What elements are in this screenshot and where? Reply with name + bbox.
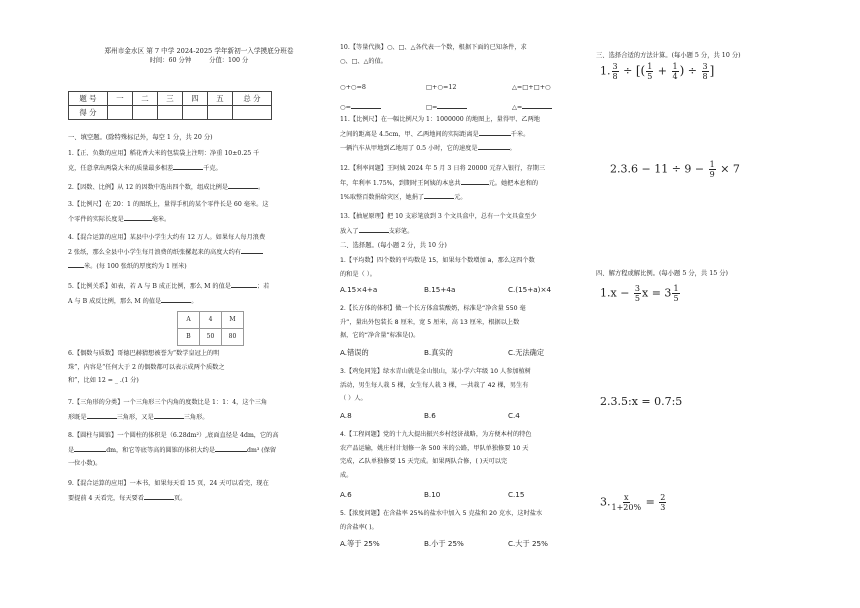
q3-answer-blank[interactable] (124, 212, 152, 221)
eq3-equals: = (642, 495, 659, 509)
table-cell: A (178, 312, 200, 329)
c1-option-b[interactable]: B.15+4a (424, 285, 456, 294)
choice-2 (340, 302, 592, 343)
section3-title: 三、选择合适的方法计算。(每小题 5 分，共 10 分) (596, 52, 741, 59)
equation-2: 2.3.5:x = 0.7:5 (600, 395, 683, 408)
q2-answer-blank[interactable] (228, 180, 258, 189)
choice-3 (340, 365, 592, 406)
c4-option-b[interactable]: B.10 (424, 490, 441, 499)
q11-line2 (340, 127, 592, 142)
c5-option-c[interactable]: C.大于 25% (508, 539, 548, 548)
c2-line3: 据，它的“净含量”标准是()。 (340, 332, 420, 340)
q4-answer-blank[interactable] (241, 245, 263, 254)
q10-equations (340, 83, 592, 91)
c4-option-a[interactable]: A.6 (340, 490, 352, 499)
q9-line2 (68, 491, 330, 506)
section4-title: 四、解方程或解比例。(每小题 5 分，共 15 分) (596, 270, 728, 277)
choice-1 (340, 254, 592, 281)
q10-line1: 10.【等量代换】○、□、△各代表一个数，根据下面的已知条件，求 (340, 44, 527, 51)
q13-line2 (340, 224, 592, 239)
q2-end: 。 (258, 184, 265, 191)
q12-text: 年，年利率 1.75%，到期时王阿姨的本息共 (340, 179, 461, 187)
c4-line1: 4.【工程问题】党的十九大提出振兴乡村经济战略，为方便本村的特色 (340, 431, 532, 438)
q3-unit: 毫米。 (151, 215, 171, 223)
question-1 (68, 147, 330, 175)
c3-line1: 3.【鸡兔同笼】绿水青山就是金山银山，某小学六年级 10 人参加植树 (340, 368, 531, 375)
question-8 (68, 429, 330, 471)
score-cell: 得 分 (69, 106, 108, 120)
q10-ans2-label: □= (426, 103, 438, 111)
q12-answer-blank-2[interactable] (424, 190, 454, 199)
c1-option-c[interactable]: C.(15+a)×4 (508, 285, 552, 294)
q8-text-mid: dm，和它等底等高的圆锥的体积大约是 (106, 446, 216, 454)
q6-line1: 6.【偶数与质数】哥德巴赫猜想被誉为“数学皇冠上的明 (68, 350, 220, 357)
question-12 (340, 162, 592, 205)
q10-answers (340, 100, 592, 111)
q8-line3: 一位小数)。 (68, 460, 102, 468)
q4-line3 (68, 259, 330, 274)
q9-line1: 9.【混合运算的应用】一本书，如果每天看 15 页，24 天可以看完，现在 (68, 480, 269, 487)
q8-answer-blank-1[interactable] (74, 443, 106, 452)
q11-line1: 11.【比例尺】在一幅比例尺为 1：1000000 的地图上，量得甲、乙两地 (340, 116, 540, 123)
c3-option-b[interactable]: B.6 (424, 411, 436, 420)
q10-eq1: ○+○=8 (340, 83, 366, 91)
q5-end: 。 (191, 297, 198, 305)
fraction: $\frac{3}{8}$ (702, 62, 708, 81)
q9-text: 要提前 4 天看完，每天要看 (68, 494, 144, 502)
q8-line2 (68, 443, 330, 458)
score-cell: 三 (158, 92, 183, 106)
score-input-cell[interactable] (183, 106, 208, 120)
q6-line2: 珠”，内容是“任何大于 2 的偶数都可以表示成两个质数之 (68, 363, 225, 371)
q4-text: 2 张纸，那么全县中小学生每月浪费的纸张摞起来的高度大约有 (68, 248, 241, 256)
q11-unit: 千米。 (510, 130, 530, 138)
score-cell: 二 (133, 92, 158, 106)
q1-line1: 1.【正、负数的应用】稻花香大米的包装袋上注明：净重 10±0.25 千 (68, 150, 260, 157)
q7-answer-blank-1[interactable] (87, 410, 117, 419)
c2-option-b[interactable]: B.真实的 (424, 348, 453, 357)
question-5 (68, 279, 330, 308)
score-table-header-row (69, 92, 272, 106)
score-input-cell[interactable] (208, 106, 233, 120)
q4-unit: 米。(每 100 张纸的厚度约为 1 厘米) (84, 263, 187, 271)
fraction: $\frac{2}{3}$ (660, 493, 666, 512)
q3-line1: 3.【比例尺】在 20：1 的图纸上，量得手机的某个零件长是 60 毫米。这 (68, 201, 269, 208)
question-9 (68, 477, 330, 505)
table-cell: 4 (200, 312, 222, 329)
fraction: $\frac{1}{5}$ (673, 284, 679, 303)
q12-line3 (340, 190, 592, 205)
score-cell: 题 号 (69, 92, 108, 106)
question-13 (340, 210, 592, 238)
q4-line1: 4.【混合运算的应用】某县中小学生大约有 12 万人。如果每人每月浪费 (68, 234, 266, 241)
q10-eq3: △=□+□+○ (512, 83, 551, 91)
q12-unit: 元。 (454, 194, 467, 202)
q7-text-mid: 三角形，又是 (116, 413, 154, 421)
c3-options (340, 411, 592, 420)
q10-eq2: □+○=12 (426, 83, 457, 91)
q8-text: 是 (68, 446, 75, 454)
q11-text2: 一辆汽车从甲地到乙地用了 0.5 小时，它的速度是 (340, 145, 478, 153)
calc1-number: 1. (600, 64, 611, 78)
question-2 (68, 180, 330, 195)
q10-line2: ○、□、△的值。 (340, 57, 387, 65)
q13-line1: 13.【抽屉原理】把 10 支彩笔放到 3 个文具盒中，总有一个文具盒至少 (340, 213, 537, 220)
q12-line1: 12.【利率问题】王阿姨 2024 年 5 月 3 日将 20000 元存入银行，存期三 (340, 165, 546, 172)
q11-end: 。 (509, 145, 516, 153)
section1-title: 一、填空题。(除特殊标记外，每空 1 分，共 20 分) (68, 134, 213, 141)
calc2-suffix: × 7 (716, 162, 740, 176)
q11-answer-blank-1[interactable] (479, 127, 511, 136)
q11-text: 之间的距离是 4.5cm，甲、乙两地间的实际距离是 (340, 130, 479, 138)
equation-3 (600, 493, 667, 512)
exam-score: 分值：100 分 (209, 57, 249, 64)
table-cell: B (178, 329, 200, 346)
c5-line2: 的含盐率( )。 (340, 523, 378, 531)
exam-time: 时间：60 分钟 (149, 57, 192, 64)
eq3-prefix: 3. (600, 495, 611, 509)
c4-line2: 农产品运输，姚庄村计划修一条 500 米的公路，甲队单独修要 10 天 (340, 444, 529, 452)
q12-answer-blank-1[interactable] (461, 176, 489, 185)
c2-option-a[interactable]: A.错误的 (340, 348, 369, 357)
choice-4 (340, 428, 592, 482)
q12-text2: 1%取整百数捐给灾区，她捐了 (340, 194, 425, 202)
score-cell: 四 (183, 92, 208, 106)
score-table (68, 91, 272, 120)
score-input-cell[interactable] (108, 106, 133, 120)
q7-end: 三角形。 (183, 413, 209, 421)
fraction: $\frac{1}{9}$ (709, 160, 715, 179)
c2-option-c[interactable]: C.无法确定 (508, 348, 545, 357)
c3-option-c[interactable]: C.4 (508, 411, 520, 420)
c1-options (340, 285, 592, 294)
q7-text: 形既是 (68, 413, 87, 421)
question-6 (68, 347, 330, 388)
score-table-score-row (69, 106, 272, 120)
score-input-cell[interactable] (158, 106, 183, 120)
q5-text2: A 与 B 成反比例，那么 M 的值是 (68, 297, 162, 305)
q8-text-end: dm³ (保留 (247, 446, 277, 454)
q5-text-mid: ；若 (257, 283, 270, 290)
q11-line3 (340, 141, 592, 156)
eq1-mid: x = 3 (642, 286, 672, 300)
q1-answer-blank[interactable] (173, 161, 203, 170)
q5-answer-blank-2[interactable] (161, 294, 191, 303)
q7-line2 (68, 410, 330, 425)
q13-unit: 支彩笔。 (388, 227, 414, 235)
q3-text: 个零件的实际长度是 (68, 215, 124, 223)
q5-text: 5.【比例关系】如表，若 A 与 B 成正比例，那么 M 的值是 (68, 283, 231, 290)
c2-options (340, 348, 592, 357)
q6-line3: 和”，比如 12 = _ .(1 分) (68, 377, 139, 385)
exam-title: 郑州市金水区 第 7 中学 2024-2025 学年新初一入学摸底分班卷 (104, 47, 294, 55)
q12-line2 (340, 176, 592, 191)
fraction: $\frac{1}{5}$ (647, 62, 653, 81)
c1-option-a[interactable]: A.15×4+a (340, 285, 378, 294)
exam-subtitle (68, 57, 330, 65)
question-4 (68, 231, 330, 274)
q10-answer-blank-1[interactable] (351, 100, 381, 109)
q4-line2 (68, 245, 330, 260)
c5-options (340, 539, 592, 548)
q1-text: 克，任意拿出两袋大米的质量最多相差 (68, 164, 174, 172)
fraction: $\frac{3}{5}$ (634, 284, 641, 303)
equation-1 (600, 284, 681, 303)
q5-ratio-table (177, 311, 244, 346)
q1-unit: 千克。 (203, 164, 222, 172)
question-10 (340, 41, 592, 68)
q10-ans2 (426, 100, 512, 111)
q7-answer-blank-2[interactable] (154, 410, 184, 419)
section2-title: 二、选择题。(每小题 2 分，共 10 分) (340, 242, 447, 249)
q7-line1: 7.【三角形的分类】一个三角形三个内角的度数比是 1：1：4，这个三角 (68, 399, 268, 406)
q10-ans1-label: ○= (340, 103, 351, 111)
calc-2 (610, 160, 740, 179)
q8-answer-blank-2[interactable] (215, 443, 247, 452)
table-cell: 80 (222, 329, 244, 346)
c3-option-a[interactable]: A.8 (340, 411, 352, 420)
q4-answer-blank-cont[interactable] (68, 259, 84, 268)
q8-line1: 8.【圆柱与圆锥】一个圆柱的体积是（6.28dm²）,底面直径是 4dm，它的高 (68, 432, 279, 439)
score-cell: 一 (108, 92, 133, 106)
fraction: $\frac{x}{1+20\%}$ (611, 493, 642, 512)
score-cell: 总 分 (233, 92, 272, 106)
fraction: $\frac{1}{4}$ (672, 62, 678, 81)
c4-option-c[interactable]: C.15 (508, 490, 525, 499)
calc2-text: 2.3.6 − 11 ÷ 9 − (610, 162, 708, 176)
score-input-cell[interactable] (133, 106, 158, 120)
q9-unit: 页。 (173, 494, 187, 502)
q12-text-mid: 元。她把本息和的 (488, 179, 539, 187)
q9-answer-blank[interactable] (144, 491, 174, 500)
c3-line2: 活动，男生每人栽 5 棵，女生每人栽 3 棵，一共栽了 42 棵，男生有 (340, 381, 529, 389)
q10-answer-blank-2[interactable] (437, 100, 467, 109)
q10-answer-blank-3[interactable] (522, 100, 552, 109)
q2-line1 (68, 180, 330, 195)
q10-ans3-label: △= (512, 103, 523, 111)
calc-1: 1. $\frac{3}{8}$ ÷ [( $\frac{1}{5}$ + $\frac{1}{4}$ ) ÷ $\frac{3}{8}$ ] (600, 62, 715, 81)
c1-line1: 1.【平均数】四个数的平均数是 15，如果每个数增加 a，那么这四个数 (340, 257, 535, 264)
q3-line2 (68, 212, 330, 227)
question-11 (340, 113, 592, 156)
eq1-prefix: 1.x − (600, 286, 633, 300)
q1-line2 (68, 161, 330, 176)
choice-5 (340, 507, 592, 534)
q5-line2 (68, 294, 330, 309)
score-input-cell[interactable] (233, 106, 272, 120)
q13-text: 放入了 (340, 227, 359, 235)
q5-answer-blank-1[interactable] (231, 279, 257, 288)
c3-line3: （ ）人。 (340, 395, 367, 403)
c5-option-a[interactable]: A.等于 25% (340, 539, 380, 548)
table-cell: 50 (200, 329, 222, 346)
q10-ans3 (512, 100, 592, 111)
q11-answer-blank-2[interactable] (478, 141, 510, 150)
table-cell: M (222, 312, 244, 329)
c5-option-b[interactable]: B.小于 25% (424, 539, 464, 548)
score-cell: 五 (208, 92, 233, 106)
q13-answer-blank[interactable] (359, 224, 389, 233)
c5-line1: 5.【浓度问题】在含盐率 25%的盐水中加入 5 克盐和 20 克水，这时盐水 (340, 510, 543, 517)
c4-options (340, 490, 592, 499)
fraction: $\frac{3}{8}$ (612, 62, 618, 81)
question-3 (68, 198, 330, 226)
q2-text: 2.【因数、比例】从 12 的因数中选出四个数，组成比例是 (68, 184, 229, 191)
q5-line1 (68, 279, 330, 294)
c2-line1: 2.【长方体的体积】做一个长方体盒装酸奶，标准是“净含量 550 毫 (340, 305, 526, 312)
question-7 (68, 396, 330, 424)
c4-line4: 成。 (340, 471, 353, 479)
q10-ans1 (340, 100, 426, 111)
c2-line2: 升”，量出外包装长 8 厘米，宽 5 厘米，高 13 厘米，根据以上数 (340, 318, 520, 326)
c1-line2: 的和是（ ）。 (340, 270, 376, 278)
c4-line3: 完成，乙队单独修要 15 天完成。如果两队合修，( )天可以完 (340, 458, 508, 466)
